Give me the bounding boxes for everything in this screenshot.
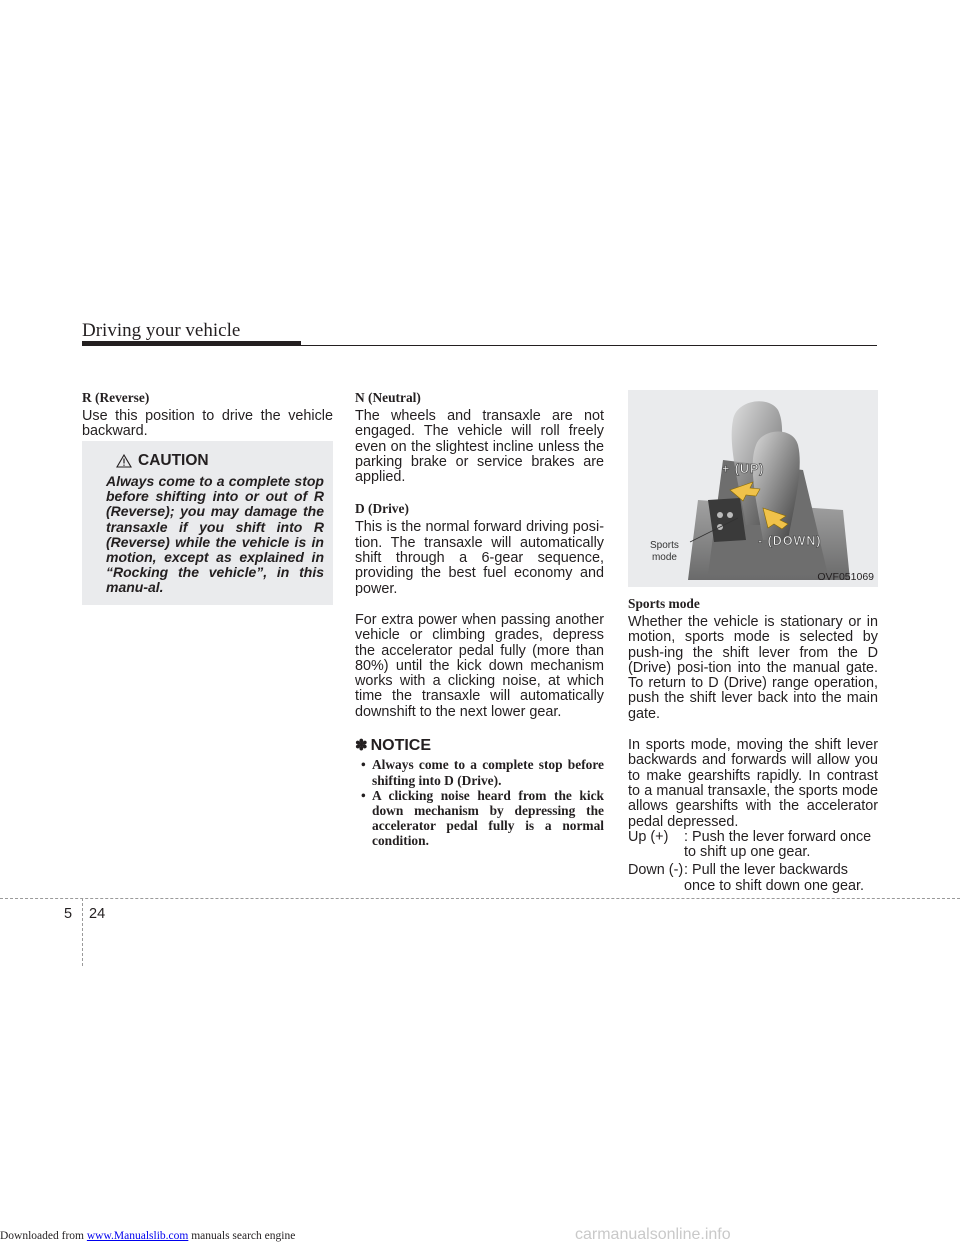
- down-value: : Pull the lever backwards once to shift down one gear.: [684, 862, 865, 894]
- notice-star-icon: ✽: [355, 737, 368, 755]
- notice-item: • Always come to a complete stop before shifting into D (Drive).: [355, 757, 604, 787]
- column-reverse: [82, 390, 333, 440]
- caution-box: [82, 441, 333, 605]
- download-notice: [0, 1230, 295, 1242]
- figure-code: OVF051069: [817, 571, 874, 583]
- section-title: Driving your vehicle: [82, 320, 241, 341]
- download-suffix: manuals search engine: [188, 1230, 296, 1242]
- drive-heading: D (Drive): [355, 501, 409, 517]
- down-definition: [628, 863, 878, 894]
- manualslib-link[interactable]: www.Manualslib.com: [86, 1230, 189, 1242]
- notice-item: • A clicking noise heard from the kick down mechanism by depressing the accelerator pedal fully is a normal condition.: [355, 788, 604, 849]
- sports-text-2: In sports mode, moving the shift lever backwards and forwards will allow you to make gearshifts rapidly. In contrast to a manual transaxle, the sports mode allows gearshifts with the accelerator pedal depressed.: [628, 737, 878, 830]
- page-number: 24: [89, 906, 106, 922]
- neutral-heading: N (Neutral): [355, 390, 421, 405]
- down-label: - (DOWN): [758, 534, 822, 548]
- sports-heading: Sports mode: [628, 596, 700, 611]
- up-key: Up (+): [628, 828, 669, 845]
- column-neutral-drive: [355, 390, 604, 849]
- watermark: carmanualsonline.info: [575, 1226, 731, 1243]
- caution-header: [116, 452, 209, 470]
- down-key: Down (-): [628, 862, 684, 879]
- up-label: + (UP): [722, 462, 765, 476]
- up-value: : Push the lever forward once to shift up one gear.: [684, 828, 872, 861]
- shift-lever-figure: [628, 390, 878, 587]
- download-prefix: Downloaded from: [0, 1230, 87, 1242]
- reverse-text: Use this position to drive the vehicle backward.: [82, 408, 333, 440]
- sports-mode-callout: [650, 540, 679, 564]
- caution-text: Always come to a complete stop before shifting into or out of R (Reverse); you may damage the transaxle if you shift into R (Reverse) while the vehicle is in motion, except as explained in “Rocking the vehicle”, in this manu-al.: [106, 473, 324, 596]
- warning-triangle-icon: [116, 454, 132, 468]
- up-definition: [628, 830, 878, 861]
- neutral-text: The wheels and transaxle are not engaged. The vehicle will roll freely even on the slightest incline unless the parking brake or service brakes are applied.: [355, 408, 604, 486]
- notice-title: NOTICE: [370, 737, 432, 755]
- footer-dashed-rule: [0, 898, 960, 899]
- drive-kickdown-text: For extra power when passing another vehicle or climbing grades, depress the accelerator pedal fully (more than 80%) until the kick down mechanism works with a clicking noise, at which time the transaxle will automatically downshift to the next lower gear.: [355, 611, 604, 720]
- notice-header: [355, 738, 604, 753]
- drive-text: This is the normal forward driving posi-tion. The transaxle will automatically shift through a 6-gear sequence, providing the best fuel economy and power.: [355, 519, 604, 597]
- notice-list: [355, 757, 604, 848]
- reverse-heading: R (Reverse): [82, 390, 150, 405]
- chapter-number: 5: [64, 906, 73, 922]
- column-sports-mode: [628, 596, 878, 894]
- footer-dashed-divider: [82, 898, 83, 966]
- sports-label-line1: Sports: [650, 540, 679, 551]
- header-rule-thin: [301, 345, 877, 346]
- sports-label-line2: mode: [651, 552, 677, 563]
- sports-text-1: Whether the vehicle is stationary or in motion, sports mode is selected by push-ing the shift lever from the D (Drive) posi-tion into the manual gate. To return to D (Drive) range operation, push the shift lever back into the main gate.: [628, 614, 878, 722]
- header-rule-thick: [82, 341, 301, 346]
- caution-title: CAUTION: [138, 452, 209, 469]
